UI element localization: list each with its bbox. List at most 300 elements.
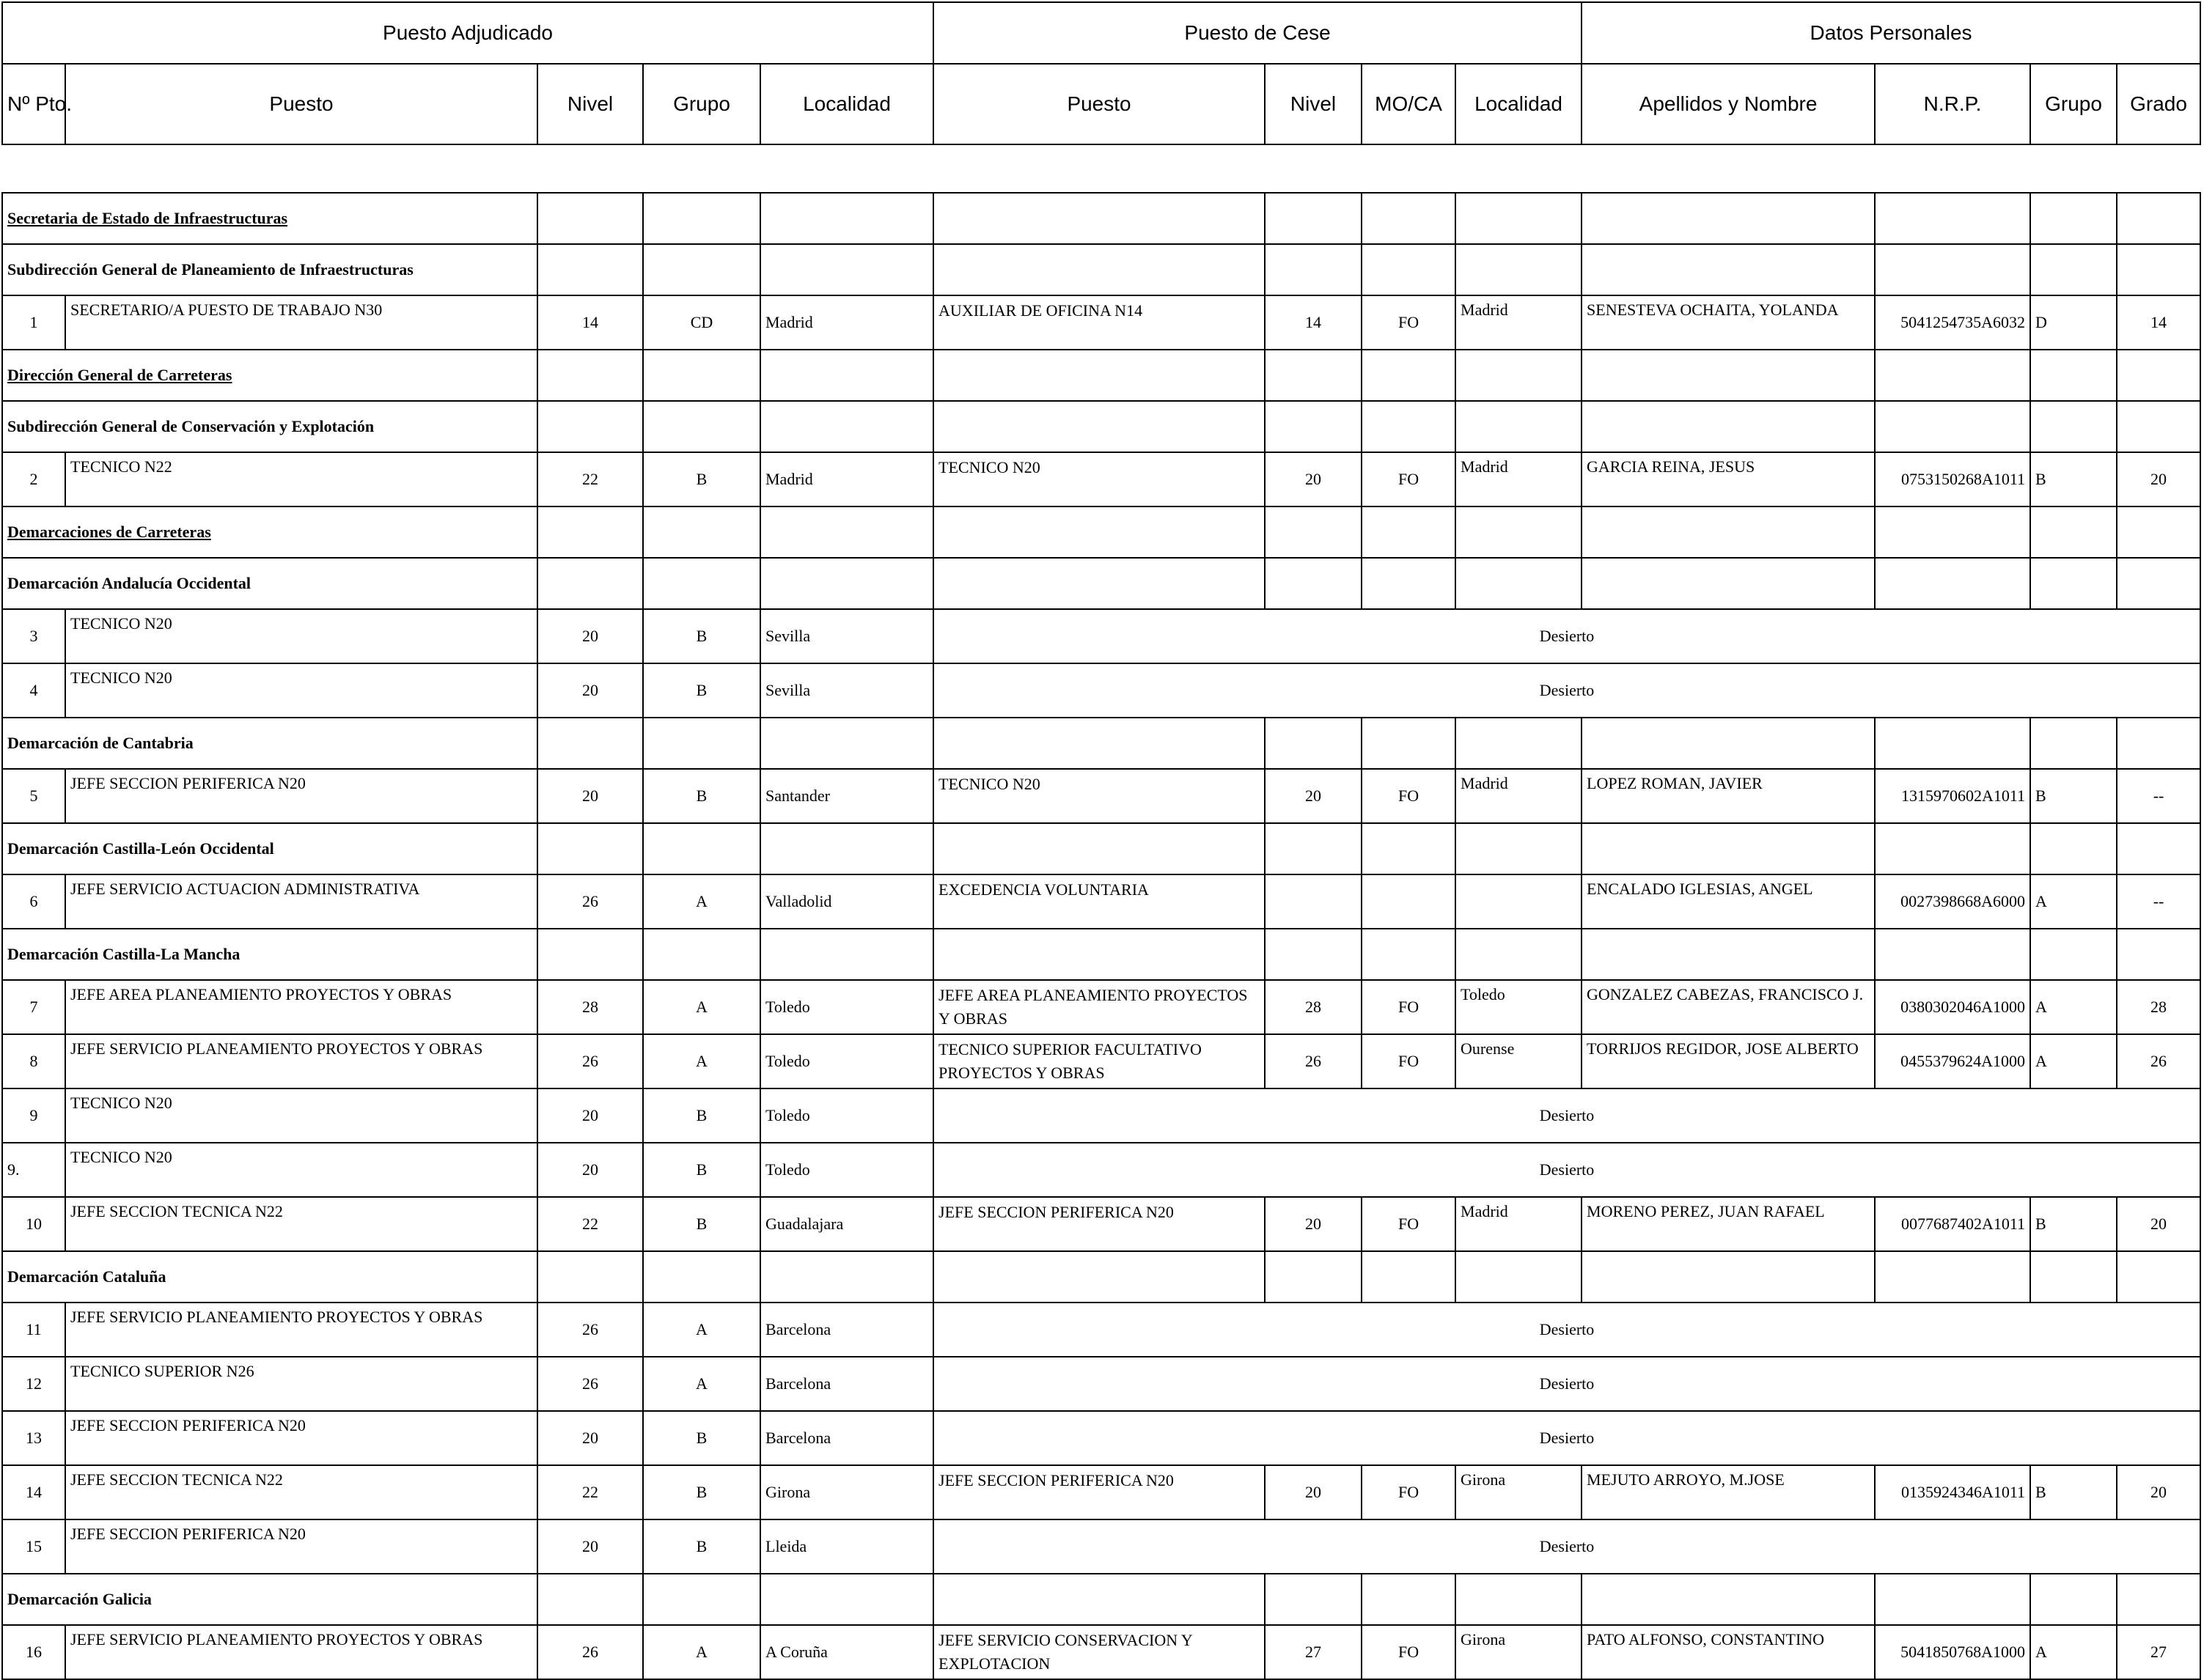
cell-grado: 26 xyxy=(2117,1034,2200,1088)
cell-numero: 9. xyxy=(2,1143,65,1197)
cell-grupo: A xyxy=(643,1357,760,1411)
cell-nivel: 22 xyxy=(537,1465,643,1519)
cell-nivel: 20 xyxy=(537,663,643,718)
cell-puesto: SECRETARIO/A PUESTO DE TRABAJO N30 xyxy=(65,295,537,350)
empty-cell xyxy=(2117,401,2200,452)
empty-cell xyxy=(2117,558,2200,609)
empty-cell xyxy=(2117,193,2200,244)
header-group-cese: Puesto de Cese xyxy=(933,2,1582,64)
empty-cell xyxy=(1875,1251,2030,1303)
cell-desierto: Desierto xyxy=(933,1411,2200,1465)
cell-cese-puesto: AUXILIAR DE OFICINA N14 xyxy=(933,295,1265,350)
col-header: Puesto xyxy=(933,64,1265,144)
cell-personal-grupo: B xyxy=(2030,1197,2117,1251)
cell-puesto: JEFE SECCION PERIFERICA N20 xyxy=(65,1519,537,1574)
empty-cell xyxy=(760,823,933,874)
cell-cese-nivel: 20 xyxy=(1265,1465,1362,1519)
cell-cese-nivel xyxy=(1265,874,1362,929)
cell-puesto: TECNICO N22 xyxy=(65,452,537,506)
col-header: MO/CA xyxy=(1362,64,1455,144)
cell-cese-localidad: Girona xyxy=(1455,1625,1582,1679)
empty-cell xyxy=(1875,929,2030,980)
cell-cese-localidad: Toledo xyxy=(1455,980,1582,1034)
cell-cese-puesto: TECNICO N20 xyxy=(933,769,1265,823)
empty-cell xyxy=(933,718,1265,769)
section-label: Demarcación Castilla-La Mancha xyxy=(2,929,537,980)
empty-cell xyxy=(1362,718,1455,769)
cell-grupo: A xyxy=(643,1625,760,1679)
col-header: Grupo xyxy=(2030,64,2117,144)
cell-localidad: Toledo xyxy=(760,1088,933,1143)
cell-numero: 1 xyxy=(2,295,65,350)
cell-personal-grupo: A xyxy=(2030,980,2117,1034)
cell-personal-grupo: B xyxy=(2030,452,2117,506)
table-row xyxy=(2,295,2200,350)
empty-cell xyxy=(1582,558,1875,609)
empty-cell xyxy=(1582,350,1875,401)
empty-cell xyxy=(537,350,643,401)
col-header: Puesto xyxy=(65,64,537,144)
empty-cell xyxy=(760,558,933,609)
cell-nivel: 14 xyxy=(537,295,643,350)
empty-cell xyxy=(1265,401,1362,452)
empty-cell xyxy=(1362,1574,1455,1625)
cell-localidad: Madrid xyxy=(760,295,933,350)
cell-puesto: JEFE SERVICIO ACTUACION ADMINISTRATIVA xyxy=(65,874,537,929)
section-row xyxy=(2,506,2200,558)
cell-grupo: B xyxy=(643,1088,760,1143)
empty-cell xyxy=(1875,718,2030,769)
cell-localidad: Toledo xyxy=(760,1143,933,1197)
cell-personal-grupo: B xyxy=(2030,769,2117,823)
cell-nivel: 20 xyxy=(537,609,643,663)
empty-cell xyxy=(933,244,1265,295)
cell-nivel: 20 xyxy=(537,769,643,823)
cell-moca: FO xyxy=(1362,452,1455,506)
cell-nivel: 26 xyxy=(537,1303,643,1357)
cell-numero: 3 xyxy=(2,609,65,663)
cell-grado: -- xyxy=(2117,769,2200,823)
cell-puesto: TECNICO N20 xyxy=(65,1143,537,1197)
cell-numero: 14 xyxy=(2,1465,65,1519)
empty-cell xyxy=(1362,558,1455,609)
table-row xyxy=(2,980,2200,1034)
empty-cell xyxy=(2030,558,2117,609)
cell-moca: FO xyxy=(1362,769,1455,823)
empty-cell xyxy=(643,350,760,401)
cell-nombre: SENESTEVA OCHAITA, YOLANDA xyxy=(1582,295,1875,350)
col-header: Apellidos y Nombre xyxy=(1582,64,1875,144)
empty-cell xyxy=(643,929,760,980)
empty-cell xyxy=(537,244,643,295)
cell-moca: FO xyxy=(1362,1197,1455,1251)
assignment-table xyxy=(1,1,2201,1680)
cell-cese-puesto: TECNICO N20 xyxy=(933,452,1265,506)
section-row xyxy=(2,929,2200,980)
cell-grado: 28 xyxy=(2117,980,2200,1034)
cell-nombre: GONZALEZ CABEZAS, FRANCISCO J. xyxy=(1582,980,1875,1034)
empty-cell xyxy=(2030,193,2117,244)
cell-nombre: MEJUTO ARROYO, M.JOSE xyxy=(1582,1465,1875,1519)
section-row xyxy=(2,193,2200,244)
cell-desierto: Desierto xyxy=(933,609,2200,663)
cell-grupo: A xyxy=(643,874,760,929)
cell-moca: FO xyxy=(1362,1625,1455,1679)
empty-cell xyxy=(2030,1251,2117,1303)
empty-cell xyxy=(2117,244,2200,295)
cell-moca: FO xyxy=(1362,1465,1455,1519)
cell-grado: 14 xyxy=(2117,295,2200,350)
cell-localidad: Sevilla xyxy=(760,609,933,663)
cell-personal-grupo: D xyxy=(2030,295,2117,350)
col-header: Grupo xyxy=(643,64,760,144)
empty-cell xyxy=(1582,1574,1875,1625)
cell-personal-grupo: A xyxy=(2030,1034,2117,1088)
col-header: Localidad xyxy=(760,64,933,144)
cell-numero: 9 xyxy=(2,1088,65,1143)
empty-cell xyxy=(1875,193,2030,244)
cell-numero: 4 xyxy=(2,663,65,718)
cell-nrp: 0027398668A6000 xyxy=(1875,874,2030,929)
cell-puesto: JEFE SECCION TECNICA N22 xyxy=(65,1465,537,1519)
cell-desierto: Desierto xyxy=(933,663,2200,718)
cell-puesto: TECNICO N20 xyxy=(65,1088,537,1143)
cell-nrp: 5041254735A6032 xyxy=(1875,295,2030,350)
table-row xyxy=(2,874,2200,929)
cell-nivel: 22 xyxy=(537,452,643,506)
col-header: Nº Pto. xyxy=(2,64,65,144)
empty-cell xyxy=(537,718,643,769)
section-label: Demarcaciones de Carreteras xyxy=(2,506,537,558)
cell-numero: 10 xyxy=(2,1197,65,1251)
empty-cell xyxy=(1582,193,1875,244)
cell-localidad: Toledo xyxy=(760,980,933,1034)
empty-cell xyxy=(1455,823,1582,874)
empty-cell xyxy=(2030,823,2117,874)
cell-localidad: Sevilla xyxy=(760,663,933,718)
cell-cese-nivel: 20 xyxy=(1265,452,1362,506)
section-row xyxy=(2,244,2200,295)
cell-cese-nivel: 28 xyxy=(1265,980,1362,1034)
section-label: Demarcación Castilla-León Occidental xyxy=(2,823,537,874)
empty-cell xyxy=(2030,350,2117,401)
empty-cell xyxy=(1455,193,1582,244)
empty-cell xyxy=(1582,401,1875,452)
empty-cell xyxy=(1265,1574,1362,1625)
cell-cese-nivel: 20 xyxy=(1265,769,1362,823)
empty-cell xyxy=(1362,244,1455,295)
empty-cell xyxy=(1362,506,1455,558)
empty-cell xyxy=(760,1574,933,1625)
cell-cese-localidad: Girona xyxy=(1455,1465,1582,1519)
empty-cell xyxy=(1455,1574,1582,1625)
cell-nivel: 20 xyxy=(537,1519,643,1574)
empty-cell xyxy=(1265,823,1362,874)
empty-cell xyxy=(933,350,1265,401)
table-row xyxy=(2,1143,2200,1197)
empty-cell xyxy=(1362,823,1455,874)
cell-puesto: JEFE SECCION TECNICA N22 xyxy=(65,1197,537,1251)
section-row xyxy=(2,401,2200,452)
header-spacer xyxy=(2,144,2200,193)
empty-cell xyxy=(2030,1574,2117,1625)
cell-nivel: 22 xyxy=(537,1197,643,1251)
empty-cell xyxy=(2117,506,2200,558)
section-label: Demarcación de Cantabria xyxy=(2,718,537,769)
empty-cell xyxy=(1582,929,1875,980)
cell-nombre: ENCALADO IGLESIAS, ANGEL xyxy=(1582,874,1875,929)
col-header: Localidad xyxy=(1455,64,1582,144)
empty-cell xyxy=(760,193,933,244)
cell-grado: 20 xyxy=(2117,1197,2200,1251)
cell-grupo: B xyxy=(643,1197,760,1251)
empty-cell xyxy=(643,1251,760,1303)
cell-cese-puesto: EXCEDENCIA VOLUNTARIA xyxy=(933,874,1265,929)
empty-cell xyxy=(1265,1251,1362,1303)
cell-nivel: 20 xyxy=(537,1411,643,1465)
empty-cell xyxy=(1875,823,2030,874)
cell-nombre: LOPEZ ROMAN, JAVIER xyxy=(1582,769,1875,823)
empty-cell xyxy=(933,929,1265,980)
cell-numero: 7 xyxy=(2,980,65,1034)
cell-grupo: A xyxy=(643,1034,760,1088)
cell-desierto: Desierto xyxy=(933,1357,2200,1411)
empty-cell xyxy=(537,1251,643,1303)
empty-cell xyxy=(1455,1251,1582,1303)
empty-cell xyxy=(1455,929,1582,980)
cell-localidad: Toledo xyxy=(760,1034,933,1088)
cell-desierto: Desierto xyxy=(933,1519,2200,1574)
empty-cell xyxy=(933,823,1265,874)
cell-grupo: B xyxy=(643,769,760,823)
cell-personal-grupo: A xyxy=(2030,1625,2117,1679)
empty-cell xyxy=(2117,1251,2200,1303)
cell-grupo: B xyxy=(643,1465,760,1519)
table-row xyxy=(2,1465,2200,1519)
cell-grupo: B xyxy=(643,1411,760,1465)
header-group-personales: Datos Personales xyxy=(1582,2,2200,64)
cell-cese-nivel: 20 xyxy=(1265,1197,1362,1251)
cell-personal-grupo: A xyxy=(2030,874,2117,929)
section-row xyxy=(2,718,2200,769)
empty-cell xyxy=(1362,350,1455,401)
empty-cell xyxy=(1265,350,1362,401)
empty-cell xyxy=(933,193,1265,244)
empty-cell xyxy=(760,401,933,452)
cell-nrp: 0135924346A1011 xyxy=(1875,1465,2030,1519)
empty-cell xyxy=(2117,929,2200,980)
section-label: Secretaria de Estado de Infraestructuras xyxy=(2,193,537,244)
empty-cell xyxy=(760,506,933,558)
empty-cell xyxy=(760,244,933,295)
col-header: Nivel xyxy=(1265,64,1362,144)
cell-nrp: 0455379624A1000 xyxy=(1875,1034,2030,1088)
table-row xyxy=(2,1357,2200,1411)
section-label: Dirección General de Carreteras xyxy=(2,350,537,401)
cell-numero: 5 xyxy=(2,769,65,823)
table-row xyxy=(2,452,2200,506)
cell-puesto: JEFE AREA PLANEAMIENTO PROYECTOS Y OBRAS xyxy=(65,980,537,1034)
section-row xyxy=(2,823,2200,874)
empty-cell xyxy=(760,1251,933,1303)
empty-cell xyxy=(1265,718,1362,769)
col-header: Grado xyxy=(2117,64,2200,144)
empty-cell xyxy=(537,558,643,609)
cell-localidad: A Coruña xyxy=(760,1625,933,1679)
cell-grado: -- xyxy=(2117,874,2200,929)
cell-cese-puesto: JEFE AREA PLANEAMIENTO PROYECTOS Y OBRAS xyxy=(933,980,1265,1034)
empty-cell xyxy=(1455,401,1582,452)
col-header: Nivel xyxy=(537,64,643,144)
empty-cell xyxy=(933,1251,1265,1303)
section-label: Subdirección General de Conservación y Explotación xyxy=(2,401,537,452)
empty-cell xyxy=(643,244,760,295)
cell-puesto: TECNICO SUPERIOR N26 xyxy=(65,1357,537,1411)
cell-cese-puesto: JEFE SERVICIO CONSERVACION Y EXPLOTACION xyxy=(933,1625,1265,1679)
cell-cese-localidad: Madrid xyxy=(1455,769,1582,823)
cell-nivel: 20 xyxy=(537,1088,643,1143)
section-label: Demarcación Cataluña xyxy=(2,1251,537,1303)
empty-cell xyxy=(933,506,1265,558)
empty-cell xyxy=(2117,350,2200,401)
empty-cell xyxy=(1455,506,1582,558)
empty-cell xyxy=(1582,1251,1875,1303)
cell-moca: FO xyxy=(1362,980,1455,1034)
empty-cell xyxy=(1875,558,2030,609)
cell-localidad: Madrid xyxy=(760,452,933,506)
empty-cell xyxy=(1582,823,1875,874)
header-group-adjudicado: Puesto Adjudicado xyxy=(2,2,933,64)
empty-cell xyxy=(1582,718,1875,769)
cell-cese-nivel: 26 xyxy=(1265,1034,1362,1088)
empty-cell xyxy=(537,823,643,874)
cell-nrp: 0753150268A1011 xyxy=(1875,452,2030,506)
cell-puesto: JEFE SECCION PERIFERICA N20 xyxy=(65,1411,537,1465)
empty-cell xyxy=(2030,244,2117,295)
cell-grupo: B xyxy=(643,1143,760,1197)
empty-cell xyxy=(1265,193,1362,244)
cell-cese-puesto: JEFE SECCION PERIFERICA N20 xyxy=(933,1197,1265,1251)
empty-cell xyxy=(643,823,760,874)
col-header: N.R.P. xyxy=(1875,64,2030,144)
empty-cell xyxy=(1455,350,1582,401)
empty-cell xyxy=(643,193,760,244)
empty-cell xyxy=(2030,401,2117,452)
empty-cell xyxy=(643,506,760,558)
cell-numero: 13 xyxy=(2,1411,65,1465)
cell-numero: 15 xyxy=(2,1519,65,1574)
table-row xyxy=(2,1411,2200,1465)
empty-cell xyxy=(1582,244,1875,295)
empty-cell xyxy=(537,193,643,244)
section-row xyxy=(2,558,2200,609)
cell-nivel: 26 xyxy=(537,874,643,929)
empty-cell xyxy=(760,929,933,980)
table-body xyxy=(2,193,2200,1679)
empty-cell xyxy=(1362,1251,1455,1303)
cell-desierto: Desierto xyxy=(933,1303,2200,1357)
cell-puesto: TECNICO N20 xyxy=(65,609,537,663)
empty-cell xyxy=(1582,506,1875,558)
empty-cell xyxy=(2030,929,2117,980)
cell-cese-nivel: 27 xyxy=(1265,1625,1362,1679)
cell-puesto: JEFE SECCION PERIFERICA N20 xyxy=(65,769,537,823)
table-row xyxy=(2,1519,2200,1574)
cell-cese-localidad: Madrid xyxy=(1455,295,1582,350)
empty-cell xyxy=(1362,193,1455,244)
empty-cell xyxy=(537,506,643,558)
empty-cell xyxy=(933,1574,1265,1625)
cell-localidad: Girona xyxy=(760,1465,933,1519)
cell-cese-localidad: Madrid xyxy=(1455,1197,1582,1251)
empty-cell xyxy=(1265,558,1362,609)
cell-cese-puesto: TECNICO SUPERIOR FACULTATIVO PROYECTOS Y OBRAS xyxy=(933,1034,1265,1088)
empty-cell xyxy=(933,558,1265,609)
section-row xyxy=(2,1251,2200,1303)
cell-desierto: Desierto xyxy=(933,1088,2200,1143)
cell-numero: 12 xyxy=(2,1357,65,1411)
cell-cese-puesto: JEFE SECCION PERIFERICA N20 xyxy=(933,1465,1265,1519)
table-row xyxy=(2,1303,2200,1357)
cell-localidad: Guadalajara xyxy=(760,1197,933,1251)
cell-cese-localidad: Ourense xyxy=(1455,1034,1582,1088)
cell-grado: 27 xyxy=(2117,1625,2200,1679)
cell-grado: 20 xyxy=(2117,1465,2200,1519)
section-row xyxy=(2,1574,2200,1625)
cell-nrp: 1315970602A1011 xyxy=(1875,769,2030,823)
table-row xyxy=(2,1034,2200,1088)
table-row xyxy=(2,609,2200,663)
cell-numero: 16 xyxy=(2,1625,65,1679)
cell-moca: FO xyxy=(1362,1034,1455,1088)
empty-cell xyxy=(1265,929,1362,980)
empty-cell xyxy=(537,401,643,452)
empty-cell xyxy=(1875,244,2030,295)
cell-grupo: A xyxy=(643,980,760,1034)
cell-numero: 2 xyxy=(2,452,65,506)
section-row xyxy=(2,350,2200,401)
empty-cell xyxy=(760,718,933,769)
cell-grado: 20 xyxy=(2117,452,2200,506)
cell-nrp: 0380302046A1000 xyxy=(1875,980,2030,1034)
cell-nrp: 0077687402A1011 xyxy=(1875,1197,2030,1251)
empty-cell xyxy=(643,1574,760,1625)
section-label: Subdirección General de Planeamiento de Infraestructuras xyxy=(2,244,537,295)
cell-numero: 8 xyxy=(2,1034,65,1088)
empty-cell xyxy=(2117,823,2200,874)
table-row xyxy=(2,769,2200,823)
empty-cell xyxy=(2117,718,2200,769)
empty-cell xyxy=(933,401,1265,452)
empty-cell xyxy=(643,718,760,769)
table-row xyxy=(2,663,2200,718)
cell-grupo: B xyxy=(643,663,760,718)
cell-puesto: JEFE SERVICIO PLANEAMIENTO PROYECTOS Y OBRAS xyxy=(65,1303,537,1357)
empty-cell xyxy=(1362,929,1455,980)
cell-nombre: TORRIJOS REGIDOR, JOSE ALBERTO xyxy=(1582,1034,1875,1088)
cell-cese-localidad xyxy=(1455,874,1582,929)
cell-numero: 6 xyxy=(2,874,65,929)
cell-grupo: B xyxy=(643,1519,760,1574)
empty-cell xyxy=(643,558,760,609)
section-label: Demarcación Galicia xyxy=(2,1574,537,1625)
cell-personal-grupo: B xyxy=(2030,1465,2117,1519)
cell-puesto: JEFE SERVICIO PLANEAMIENTO PROYECTOS Y OBRAS xyxy=(65,1625,537,1679)
cell-grupo: A xyxy=(643,1303,760,1357)
cell-grupo: CD xyxy=(643,295,760,350)
cell-nivel: 26 xyxy=(537,1034,643,1088)
cell-nombre: GARCIA REINA, JESUS xyxy=(1582,452,1875,506)
